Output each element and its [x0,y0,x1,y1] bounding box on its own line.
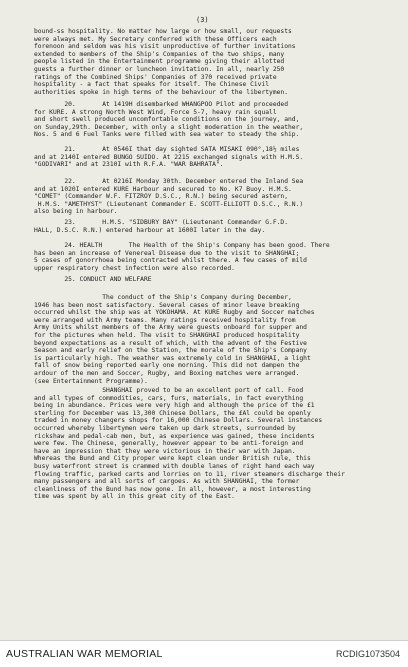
text-line: extended to members of the Ship's Companies of the two ships, many [34,50,285,58]
text-line: guests a further dinner or luncheon invitation. In all, nearly 250 [34,66,285,73]
archive-footer [0,640,408,667]
text-line: also being in harbour. [34,208,118,216]
text-line: fall of snow being reported early one morning. This did not dampen the [34,362,300,370]
text-line: occurred whereby libertymen were taken up dark streets, surrounded by [34,425,296,432]
text-line: and all types of commodities, cars, furs, materials, in fact everything [34,394,304,402]
text-line: (see Entertainment Programme). [34,377,148,385]
text-line: were few. The Chinese, generally, however appear to be anti-foreign and [34,440,304,448]
text-line: occurred whilst the ship was at YOKOHAMA. At KURE Rugby and Soccer matches [34,309,315,317]
text-line: Army Units whilst members of the Army were guests onboard for supper and [34,324,307,332]
text-line: is particularly high. The weather was extremely cold in SHANGHAI, a light [34,354,311,362]
text-line: "GODIVARI" and at 2310I with R.F.A. "WAR BAHRATA". [34,161,224,169]
text-line: being in abundance. Prices were very high and although the price of the £1 [34,402,315,410]
text-line: many passengers and all sorts of cargoes. As with SHANGHAI, the former [34,478,300,486]
text-line: on Sunday,29th. December, with only a slight moderation in the weather, [34,123,304,131]
text-line: and at 2140I entered BUNGO SUIDO. At 2215 exchanged signals with H.M.S. [34,153,304,161]
text-line: for KURE. A strong North West Wind, Force 5-7, heavy rain squall [34,108,277,116]
text-line: 25. CONDUCT AND WELFARE [34,276,152,283]
text-line: have an impression that they were victorious in their war with Japan. [34,447,296,455]
text-line: 1946 has been most satisfactory. Several cases of minor leave breaking [34,301,300,309]
text-line: The conduct of the Ship's Company during December, [34,294,292,301]
text-line: bound-ss hospitality. No matter how large or how small, our requests [34,28,292,35]
text-line: and at 1020I entered KURE Harbour and secured to No. K7 Buoy. H.M.S. [34,185,292,193]
text-line: HALL, D.S.C. R.N.) entered harbour at 1600I later in the day. [34,226,266,234]
text-line: beyond expectations as a result of which, with the advent of the Festive [34,339,307,347]
text-line: sterling for December was 13,300 Chinese Dollars, the £Al could be openly [34,409,311,417]
page-number: (3) [196,16,209,24]
text-line: H.M.S. "AMETHYST" (Lieutenant Commander E. SCOTT-ELLIOTT D.S.C., R.N.) [34,200,304,208]
text-line: 21. At 0546I that day sighted SATA MISAKI 090°,18½ miles [34,146,300,153]
text-line: ratings of the Combined Ships' Companies of 370 received private [34,73,277,81]
text-line: Nos. 5 and 6 Fuel Tanks were filled with sea water to steady the ship. [34,131,300,139]
text-line: cleanliness of the Bund has now gone. In all, however, a most interesting [34,485,311,493]
text-line: "COMET" (Commander W.F. FITZROY D.S.C., R.N.) being secured astern, [34,193,289,201]
text-line: flowing traffic, parked carts and lorries on to 11, river steamers discharge their [34,470,345,478]
text-line: traded in money changers shops for 16,000 Chinese Dollars. Several instances [34,417,323,425]
text-line: people listed in the Entertainment programme giving their allotted [34,58,285,66]
text-line: upper respiratory chest infection were also recorded. [34,264,235,272]
text-line: forenoon and seldom was his visit unproductive of further invitations [34,43,296,51]
text-line: Season and early relief on the Station, the morale of the Ship's Company [34,347,307,355]
institution-label: AUSTRALIAN WAR MEMORIAL [6,648,163,660]
text-line: 24. HEALTH The Health of the Ship's Company has been good. There [34,242,330,249]
text-line: busy waterfront street is crammed with double lanes of right hand each way [34,463,315,470]
text-line: 22. At 0216I Monday 30th. December entered the Inland Sea [34,178,304,185]
text-line: for the pictures when held. The visit to SHANGHAI produced hospitality [34,332,300,339]
text-line: were always met. My Secretary conferred with these Officers each [34,35,277,43]
text-line: were arranged with Army teams. Many ratings received hospitality from [34,316,296,324]
text-line: ardour of the men and Soccer, Rugby, and Boxing matches were arranged. [34,370,300,377]
text-line: rickshaw and pedal-cab men, but, as experience was gained, these incidents [34,432,315,440]
text-line: and short swell produced uncomfortable conditions on the journey, and, [34,116,300,124]
document-reference: RCDIG1073504 [335,649,400,659]
text-line: 20. At 1419H disembarked WHANGPOO Pilot and proceeded [34,101,289,108]
text-line: authorities spoke in high terms of the behaviour of the libertymen. [34,88,289,96]
text-line: 5 cases of gonorrhoea being contracted whilst there. A few cases of mild [34,257,307,265]
text-line: 23. H.M.S. "SIDBURY BAY" (Lieutenant Commander G.F.D. [34,219,289,226]
text-line: Whereas the Bund and City proper were kept clean under British rule, this [34,455,311,463]
text-line: time was spent by all in this great city of the East. [34,493,235,501]
text-line: hospitality - a fact that speaks for itself. The Chinese Civil [34,81,270,89]
text-line: SHANGHAI proved to be an excellent port of call. Food [34,387,304,394]
text-line: has been an increase of Venereal Disease due to the visit to SHANGHAI; [34,249,300,257]
